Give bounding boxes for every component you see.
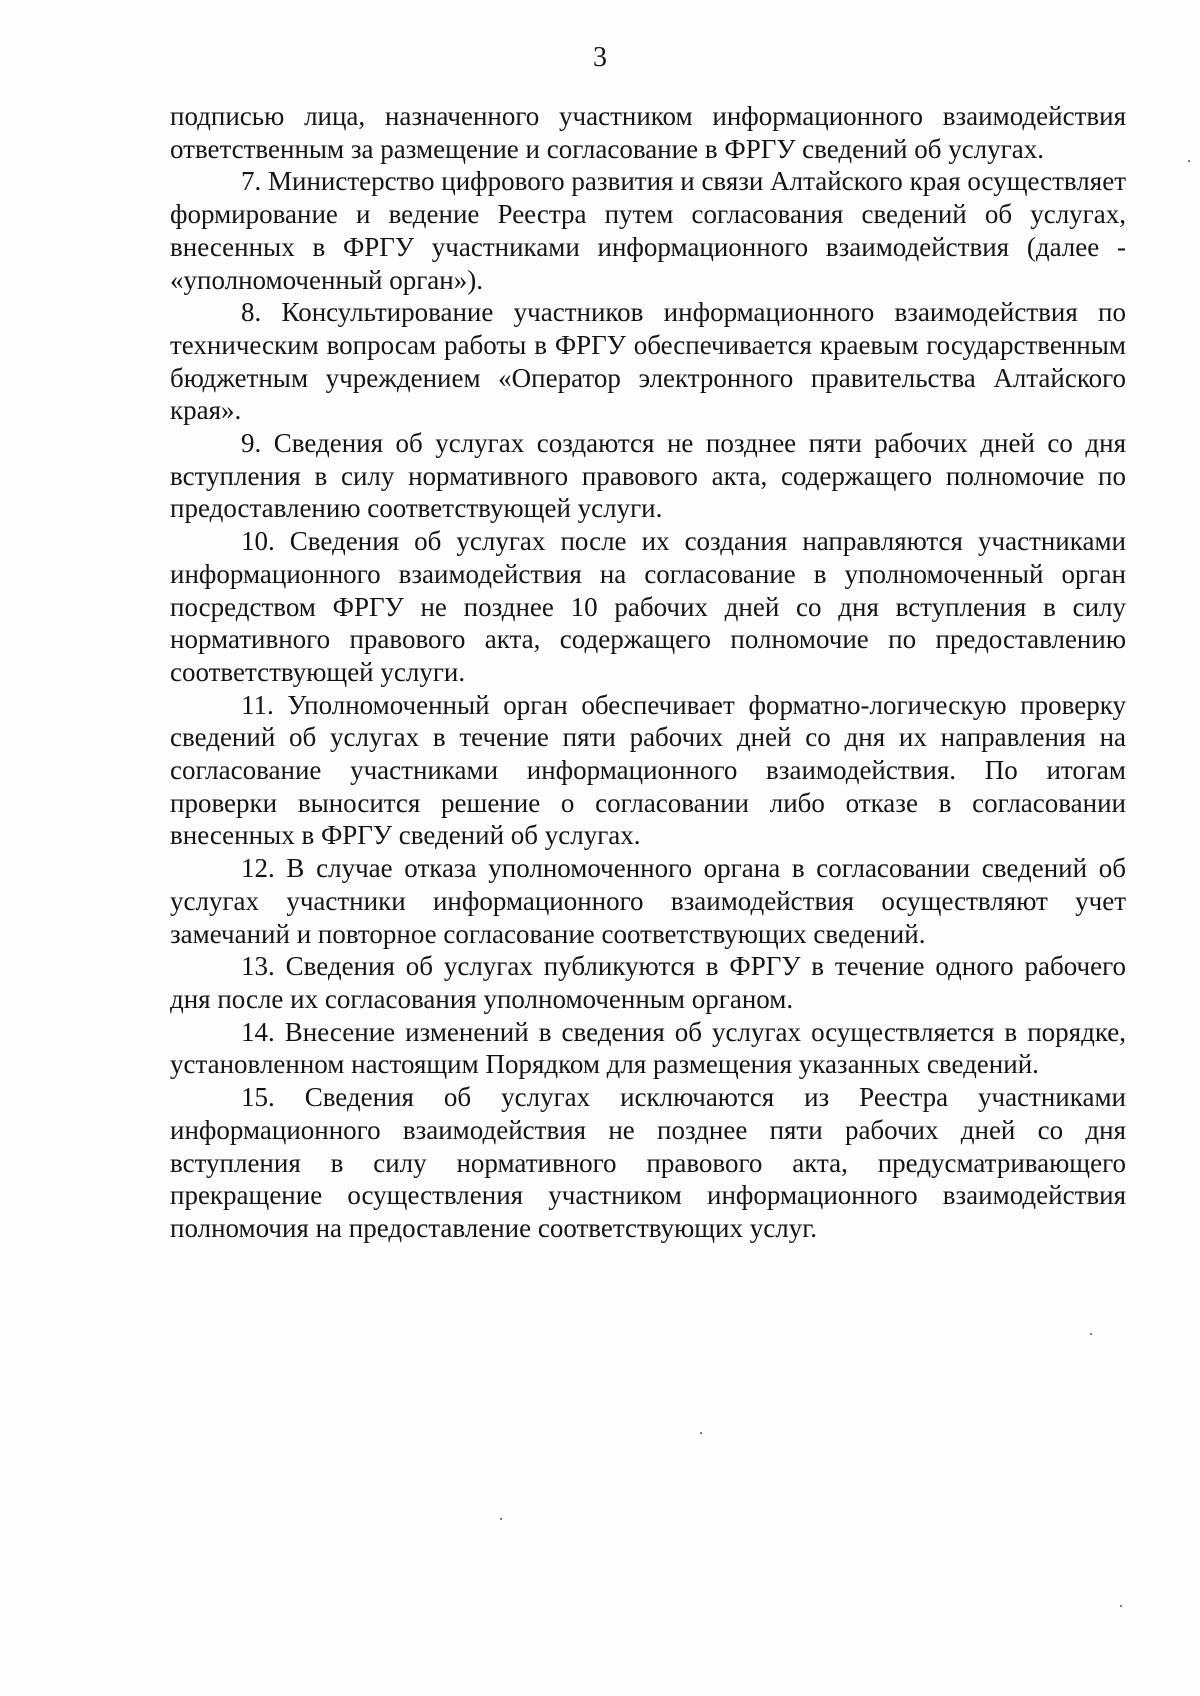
scan-speck [1090,1333,1092,1335]
page-number: 3 [593,42,607,73]
scan-speck [700,1432,702,1434]
paragraph-10: 10. Сведения об услугах после их создания направляются участниками информационного взаимодействия на согласование в уполномоченный орган посредством ФРГУ не позднее 10 рабочих дней со дня вступления в силу нормативного правового акта, содержащего полномочие по предоставлению соответствующей услуги. [170,526,1126,687]
paragraph-continuation: подписью лица, назначенного участником информационного взаимодействия ответственным за размещение и согласование в ФРГУ сведений об услугах. [170,101,1126,164]
paragraph-13: 13. Сведения об услугах публикуются в ФРГУ в течение одного рабочего дня после их согласования уполномоченным органом. [170,951,1126,1014]
document-body [170,100,1126,1245]
scan-speck [500,1518,502,1520]
paragraph-14: 14. Внесение изменений в сведения об услугах осуществляется в порядке, установленном настоящим Порядком для размещения указанных сведений. [170,1016,1126,1080]
scan-speck [1188,160,1190,162]
paragraph-7: 7. Министерство цифрового развития и связи Алтайского края осуществляет формирование и ведение Реестра путем согласования сведений об услугах, внесенных в ФРГУ участниками информационного взаимодействия (далее - «уполномоченный орган»). [170,166,1126,295]
scan-speck [1120,1605,1122,1607]
paragraph-11: 11. Уполномоченный орган обеспечивает форматно-логическую проверку сведений об услугах в течение пяти рабочих дней со дня их направления на согласование участниками информационного взаимодействия. По итогам проверки выносится решение о согласовании либо отказе в согласовании внесенных в ФРГУ сведений об услугах. [170,689,1126,851]
paragraph-15: 15. Сведения об услугах исключаются из Реестра участниками информационного взаимодействия не позднее пяти рабочих дней со дня вступления в силу нормативного правового акта, предусматривающего прекращение осуществления участником информационного взаимодействия полномочия на предоставление соответствующих услуг. [170,1082,1126,1243]
paragraph-9: 9. Сведения об услугах создаются не позднее пяти рабочих дней со дня вступления в силу нормативного правового акта, содержащего полномочие по предоставлению соответствующей услуги. [170,428,1126,524]
paragraph-8: 8. Консультирование участников информационного взаимодействия по техническим вопросам работы в ФРГУ обеспечивается краевым государственным бюджетным учреждением «Оператор электронного правительства Алтайского края». [170,297,1126,426]
paragraph-12: 12. В случае отказа уполномоченного органа в согласовании сведений об услугах участники информационного взаимодействия осуществляют учет замечаний и повторное согласование соответствующих сведений. [170,853,1126,949]
